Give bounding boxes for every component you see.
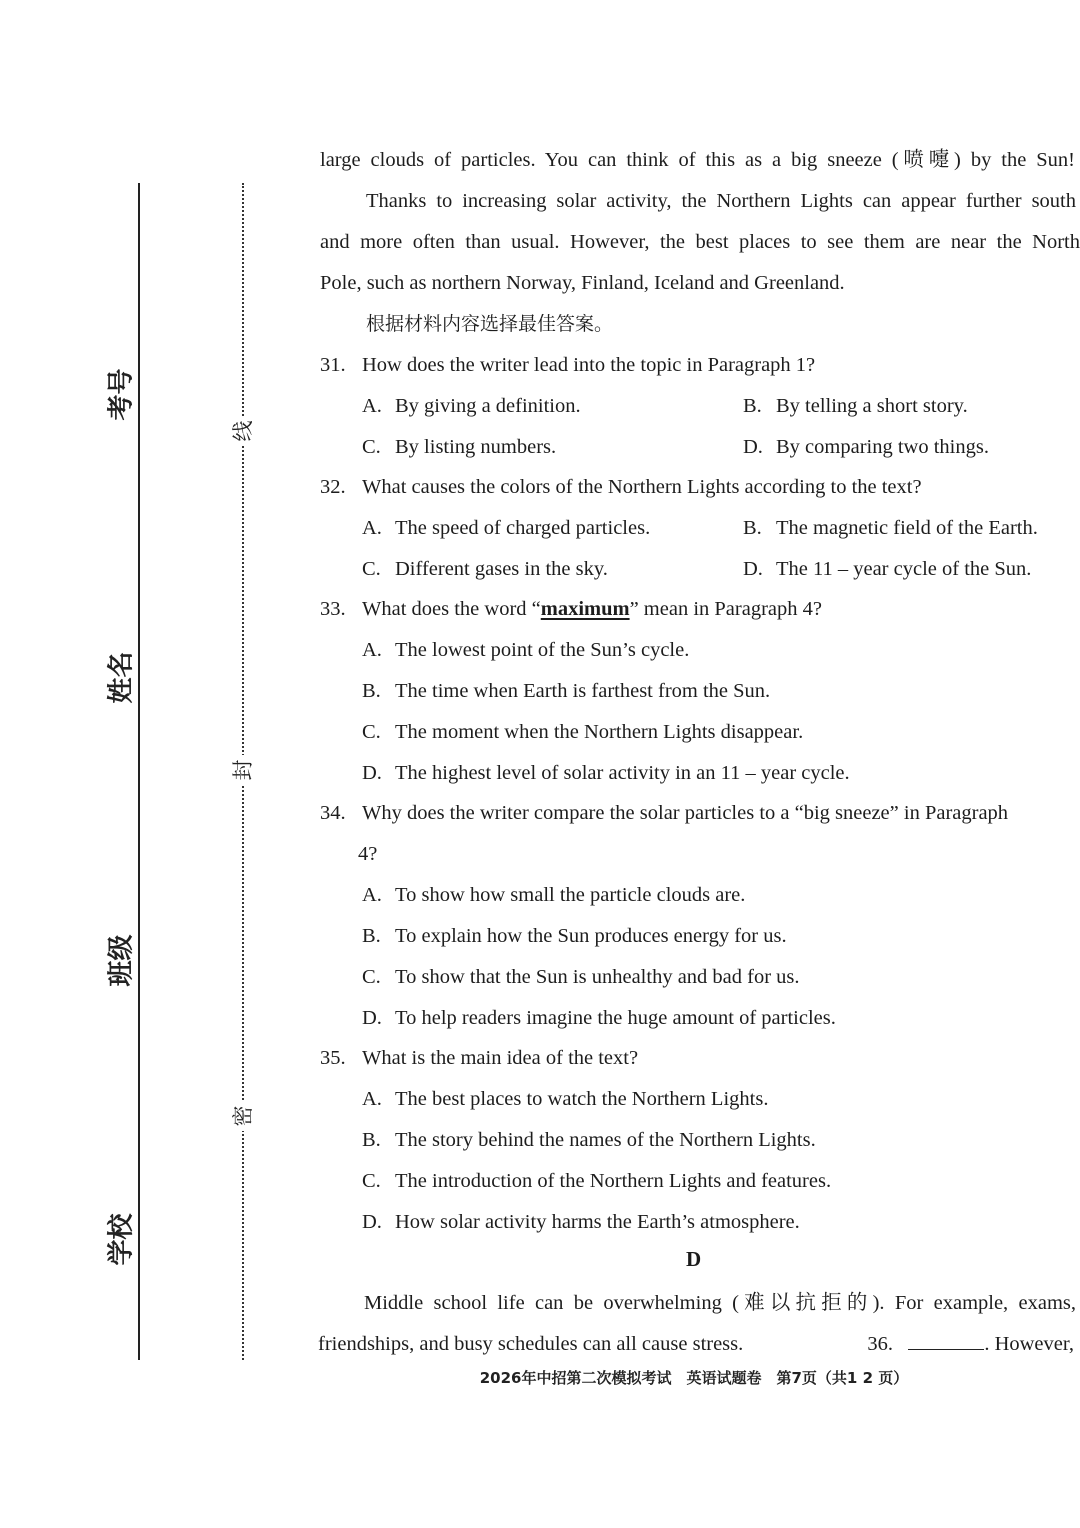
instruction-text: 根据材料内容选择最佳答案。 [366, 313, 614, 335]
option-32d: D. The 11 – year cycle of the Sun. [743, 558, 1032, 580]
option-34c: C. To show that the Sun is unhealthy and bad for us. [362, 966, 800, 988]
passage-d-line: Middle school life can be overwhelming (难以抗拒的). For example, exams, [364, 1292, 1076, 1314]
option-35b: B. The story behind the names of the Northern Lights. [362, 1129, 816, 1151]
seal-char-line: 线 [228, 416, 258, 446]
question-34 [320, 800, 1075, 826]
question-number: 33. [320, 598, 346, 620]
seal-char-seal: 封 [228, 755, 258, 785]
question-stem: What causes the colors of the Northern Lights according to the text? [362, 476, 922, 498]
keyword-maximum: maximum [540, 598, 630, 620]
blank-number: 36. [867, 1333, 893, 1355]
option-32b: B. The magnetic field of the Earth. [743, 517, 1038, 539]
question-number: 34. [320, 802, 346, 824]
option-33b: B. The time when Earth is farthest from the Sun. [362, 680, 771, 702]
option-35c: C. The introduction of the Northern Lights and features. [362, 1170, 832, 1192]
question-stem: Why does the writer compare the solar particles to a “big sneeze” in Paragraph [362, 802, 1009, 824]
option-35d: D. How solar activity harms the Earth’s atmosphere. [362, 1211, 800, 1233]
question-stem: What is the main idea of the text? [362, 1047, 639, 1069]
passage-d-line: friendships, and busy schedules can all cause stress. 36. . However, [318, 1333, 1074, 1355]
option-31a: A. By giving a definition. [362, 395, 581, 417]
option-32c: C. Different gases in the sky. [362, 558, 608, 580]
answer-blank [908, 1331, 984, 1350]
question-stem: How does the writer lead into the topic in Paragraph 1? [362, 354, 816, 376]
option-35a: A. The best places to watch the Northern Lights. [362, 1088, 769, 1110]
page-footer: 2026年中招第二次模拟考试 英语试题卷 第7页（共1 2 页） [479, 1369, 909, 1387]
option-34b: B. To explain how the Sun produces energy for us. [362, 925, 787, 947]
binding-margin-line [138, 183, 140, 1360]
question-33: 33. What does the word “maximum” mean in Paragraph 4? [320, 598, 822, 620]
option-33a: A. The lowest point of the Sun’s cycle. [362, 639, 690, 661]
seal-char-secret: 密 [228, 1101, 258, 1131]
question-34-continued: 4? [358, 843, 378, 865]
question-number: 35. [320, 1047, 346, 1069]
section-d-title: D [686, 1247, 702, 1271]
passage-line: large clouds of particles. You can think of this as a big sneeze (喷嚏) by the Sun! [320, 149, 1075, 171]
name-label: 姓名 [101, 660, 138, 704]
option-33d: D. The highest level of solar activity in an 11 – year cycle. [362, 762, 850, 784]
exam-number-label: 考号 [101, 377, 138, 421]
school-label: 学校 [101, 1222, 138, 1266]
option-32a: A. The speed of charged particles. [362, 517, 651, 539]
option-34d: D. To help readers imagine the huge amount of particles. [362, 1007, 836, 1029]
option-34a: A. To show how small the particle clouds are. [362, 884, 746, 906]
class-label: 班级 [101, 943, 138, 987]
passage-line: and more often than usual. However, the best places to see them are near the North [320, 231, 1080, 253]
option-31d: D. By comparing two things. [743, 436, 989, 458]
option-31c: C. By listing numbers. [362, 436, 557, 458]
passage-line: Pole, such as northern Norway, Finland, Iceland and Greenland. [320, 272, 845, 294]
question-number: 32. [320, 476, 346, 498]
question-number: 31. [320, 354, 346, 376]
passage-line: Thanks to increasing solar activity, the Northern Lights can appear further south [366, 190, 1076, 212]
option-31b: B. By telling a short story. [743, 395, 968, 417]
question-35 [320, 1045, 638, 1071]
option-33c: C. The moment when the Northern Lights disappear. [362, 721, 804, 743]
question-31 [320, 352, 815, 378]
question-32 [320, 474, 922, 500]
